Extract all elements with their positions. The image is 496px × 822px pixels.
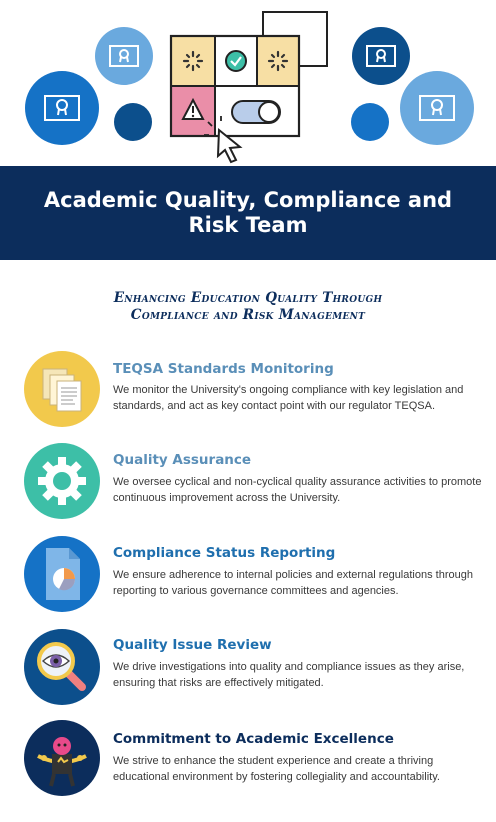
toggle-icon xyxy=(232,101,280,123)
hero-illustration xyxy=(0,0,496,166)
item-title: TEQSA Standards Monitoring xyxy=(113,361,334,377)
report-document-icon xyxy=(24,536,100,612)
subtitle-line: Compliance and Risk Management xyxy=(130,307,366,323)
list-item-quality-issue-review xyxy=(0,629,496,709)
item-title: Compliance Status Reporting xyxy=(113,545,336,561)
item-title: Quality Issue Review xyxy=(113,637,272,653)
magnifier-eye-icon xyxy=(24,629,100,705)
list-item-compliance-reporting xyxy=(0,536,496,616)
subtitle-line: Enhancing Education Quality Through xyxy=(113,290,383,306)
section-subtitle xyxy=(60,290,436,324)
check-icon xyxy=(226,51,246,71)
dashboard-grid-illustration xyxy=(171,36,299,162)
celebration-figure-icon xyxy=(24,720,100,796)
gear-icon xyxy=(24,443,100,519)
page-title: Academic Quality, Compliance and Risk Team xyxy=(43,188,453,237)
item-title: Quality Assurance xyxy=(113,452,252,468)
item-description: We drive investigations into quality and compliance issues as they arise, ensuring that risks are effectively mitigated. xyxy=(113,661,465,689)
item-description: We oversee cyclical and non-cyclical quality assurance activities to promote continuous improvement across the University. xyxy=(113,476,482,504)
title-banner xyxy=(0,166,496,260)
list-item-academic-excellence xyxy=(0,720,496,800)
list-item-quality-assurance xyxy=(0,443,496,523)
documents-icon xyxy=(24,351,100,427)
item-description: We monitor the University's ongoing compliance with key legislation and standards, and act as key contact point with our regulator TEQSA. xyxy=(113,384,464,412)
item-description: We strive to enhance the student experience and create a thriving educational environment by fostering collegiality and accountability. xyxy=(113,755,440,783)
list-item-teqsa-monitoring xyxy=(0,351,496,431)
item-description: We ensure adherence to internal policies and external regulations through reporting to various governance committees and agencies. xyxy=(113,569,473,597)
item-title: Commitment to Academic Excellence xyxy=(113,731,394,747)
